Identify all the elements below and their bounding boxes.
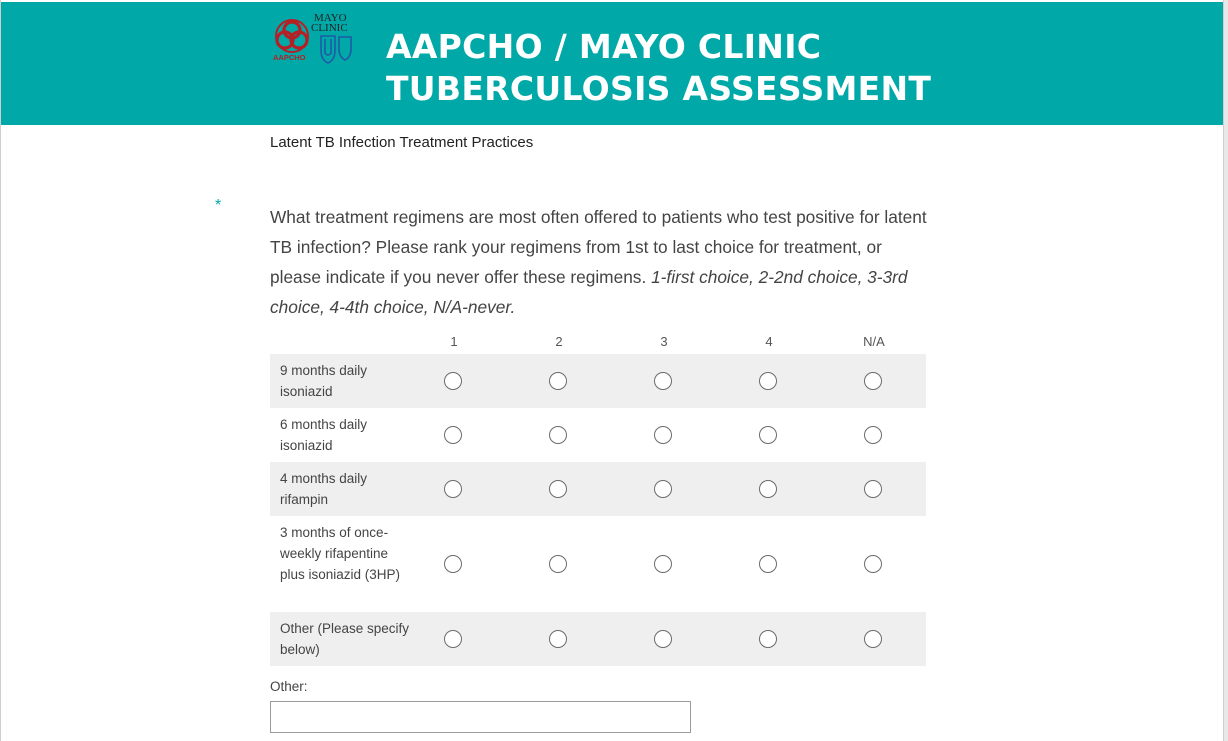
rank-radio-option[interactable] bbox=[549, 480, 567, 498]
aapcho-mayo-logo bbox=[270, 8, 365, 68]
ranking-matrix bbox=[270, 330, 926, 666]
page-title bbox=[386, 26, 931, 110]
rank-radio-option[interactable] bbox=[654, 630, 672, 648]
rank-radio-option[interactable] bbox=[759, 555, 777, 573]
rank-radio-option[interactable] bbox=[759, 630, 777, 648]
section-title: Latent TB Infection Treatment Practices bbox=[270, 134, 534, 151]
window-scrollbar[interactable] bbox=[1223, 0, 1228, 741]
rank-radio-option[interactable] bbox=[864, 480, 882, 498]
column-header-2: 2 bbox=[555, 334, 563, 349]
column-header-3: 3 bbox=[660, 334, 668, 349]
matrix-row bbox=[270, 408, 926, 462]
matrix-row-label: 9 months daily isoniazid bbox=[280, 363, 368, 399]
title-line-2: TUBERCULOSIS ASSESSMENT bbox=[386, 69, 932, 108]
matrix-rows bbox=[270, 354, 926, 666]
matrix-row-label: 6 months daily isoniazid bbox=[280, 417, 368, 453]
matrix-row-label: 3 months of once-weekly rifapentine plus isoniazid (3HP) bbox=[280, 525, 401, 582]
rank-radio-option[interactable] bbox=[549, 630, 567, 648]
rank-radio-option[interactable] bbox=[864, 426, 882, 444]
rank-radio-option[interactable] bbox=[759, 480, 777, 498]
mayo-logo-line1: MAYO bbox=[314, 12, 347, 24]
rank-radio-option[interactable] bbox=[864, 555, 882, 573]
other-label: Other: bbox=[270, 679, 308, 694]
mayo-logo-line2: CLINIC bbox=[311, 22, 348, 34]
rank-radio-option[interactable] bbox=[444, 555, 462, 573]
rank-radio-option[interactable] bbox=[654, 480, 672, 498]
matrix-row bbox=[270, 462, 926, 516]
rank-radio-option[interactable] bbox=[864, 630, 882, 648]
rank-radio-option[interactable] bbox=[549, 372, 567, 390]
matrix-row bbox=[270, 354, 926, 408]
rank-radio-option[interactable] bbox=[759, 426, 777, 444]
question-text bbox=[270, 202, 930, 322]
rank-radio-option[interactable] bbox=[654, 372, 672, 390]
title-line-1: AAPCHO / MAYO CLINIC bbox=[386, 27, 822, 66]
rank-radio-option[interactable] bbox=[654, 555, 672, 573]
question-body: What treatment regimens are most often offered to patients who test positive for latent TB infection? Please rank your regimens from 1st to last choice for treatment, or please indicate if you never offer these regimens. bbox=[270, 207, 927, 287]
rank-radio-option[interactable] bbox=[444, 372, 462, 390]
rank-radio-option[interactable] bbox=[654, 426, 672, 444]
rank-radio-option[interactable] bbox=[444, 426, 462, 444]
matrix-column-headers bbox=[270, 330, 926, 354]
column-header-1: 1 bbox=[450, 334, 458, 349]
question-hint: 1-first choice, 2-2nd choice, 3-3rd choice, 4-4th choice, N/A-never. bbox=[270, 267, 908, 317]
aapcho-logo-text: AAPCHO bbox=[273, 53, 306, 62]
other-text-input[interactable] bbox=[270, 701, 691, 733]
matrix-row bbox=[270, 612, 926, 666]
rank-radio-option[interactable] bbox=[549, 555, 567, 573]
rank-radio-option[interactable] bbox=[759, 372, 777, 390]
matrix-row-label: 4 months daily rifampin bbox=[280, 471, 368, 507]
column-header-4: 4 bbox=[765, 334, 773, 349]
rank-radio-option[interactable] bbox=[444, 630, 462, 648]
rank-radio-option[interactable] bbox=[444, 480, 462, 498]
rank-radio-option[interactable] bbox=[549, 426, 567, 444]
required-marker: * bbox=[215, 197, 222, 214]
matrix-row bbox=[270, 516, 926, 612]
rank-radio-option[interactable] bbox=[864, 372, 882, 390]
column-header-5: N/A bbox=[863, 334, 885, 349]
survey-header bbox=[1, 2, 1223, 125]
matrix-row-label: Other (Please specify below) bbox=[280, 621, 410, 657]
